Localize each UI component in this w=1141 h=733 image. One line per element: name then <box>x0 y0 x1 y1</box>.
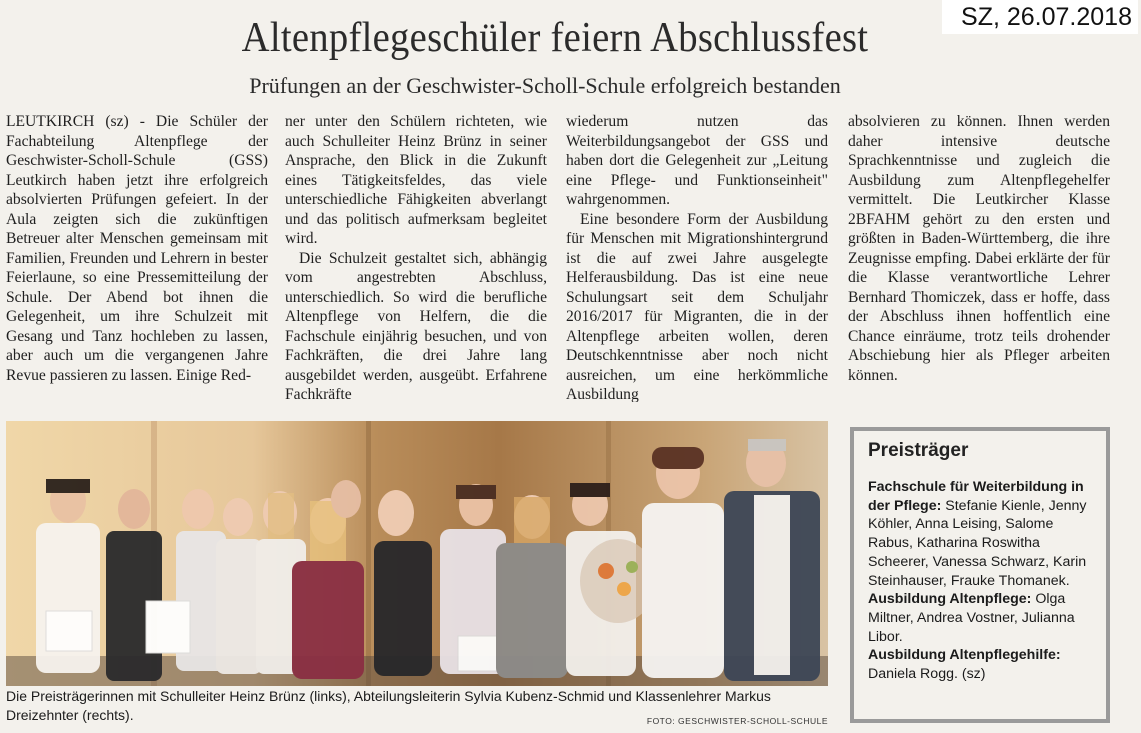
paragraph: absolvieren zu können. Ihnen werden daher intensive deutsche Sprachkenntnisse und zugleich die Ausbildung zum Altenpflegehelfer vermittelt. Die Leutkircher Klasse 2BFAHM gehört zu den ersten und größten in Baden-Württemberg, die ihre Zeugnisse empfing. Dabei erklärte der für die Klasse verantwortliche Lehrer Bernhard Thomiczek, dass er hoffe, dass der Abschluss ihnen hoffentlich eine Chance einräume, trotz teils drohender Abschiebung hier als Pfleger arbeiten können. <box>848 113 1110 384</box>
infobox-section-names: Olga Miltner, Andrea Vostner, Julianna Libor. <box>868 591 1075 645</box>
paragraph: ner unter den Schülern richteten, wie auch Schulleiter Heinz Brünz in seiner Ansprache, den Blick in die Zukunft eines Tätigkeitsfeldes, das viele unterschiedliche Fähigkeiten abverlangt und das politisch aufmerksam begleitet wird. <box>285 113 547 247</box>
photo-caption: Die Preisträgerinnen mit Schulleiter Heinz Brünz (links), Abteilungsleiterin Sylvia Kubenz-Schmid und Klassenlehrer Markus Dreizehnter (rechts). <box>6 688 771 723</box>
group-photo-illustration <box>6 421 828 686</box>
infobox-section-heading: Ausbildung Altenpflegehilfe: <box>868 647 1061 664</box>
infobox-border-right <box>1106 427 1110 723</box>
print-bleed-through-left <box>0 0 180 110</box>
article-column-4 <box>848 112 1110 402</box>
paragraph: LEUTKIRCH (sz) - Die Schüler der Fachabteilung Altenpflege der Geschwister-Scholl-Schule (GSS) Leutkirch haben jetzt ihre erfolgreich absolvierten Prüfungen gefeiert. In der Aula zeigten sich die zukünftigen Betreuer alter Menschen gemeinsam mit Familien, Freunden und Lehrern in bester Feierlaune, so eine Pressemitteilung der Schule. Der Abend bot ihnen die Gelegenheit, um ihre Schulzeit mit Gesang und Tanz hochleben zu lassen, aber auch um die vergangenen Jahre Revue passieren zu lassen. Einige Red- <box>6 113 268 384</box>
infobox-section-heading: Fachschule für Weiterbildung in der Pflege: <box>868 479 1084 514</box>
print-bleed-through-right <box>930 52 1141 112</box>
infobox-section-names: Stefanie Kienle, Jenny Köhler, Anna Leising, Salome Rabus, Katharina Roswitha Scheerer, Vanessa Schwarz, Karin Steinhauser, Frauke Thomanek. <box>868 497 1087 589</box>
paragraph: Die Schulzeit gestaltet sich, abhängig vom angestrebten Abschluss, unterschiedlich. So wird die berufliche Altenpflege von Helfern, die die Fachschule einjährig besuchen, und von Fachkräften, die drei Jahre lang ausgebildet werden, ausgeübt. Erfahrene Fachkräfte <box>285 249 547 402</box>
infobox-section-heading: Ausbildung Altenpflege: <box>868 591 1032 608</box>
infobox-section-names: Daniela Rogg. (sz) <box>868 666 986 683</box>
infobox-border-bottom <box>850 719 1110 723</box>
article-column-3 <box>566 112 828 402</box>
date-stamp: SZ, 26.07.2018 <box>942 0 1138 34</box>
article-column-1 <box>6 112 268 402</box>
paragraph: wiederum nutzen das Weiterbildungsangebot der GSS und haben dort die Gelegenheit zur „Leitung eine Pflege- und Funktionseinheit" wahrgenommen. <box>566 113 828 208</box>
infobox-body <box>868 478 1100 684</box>
infobox-border-top <box>850 427 1110 431</box>
group-photo <box>6 421 828 686</box>
article-column-2 <box>285 112 547 402</box>
photo-credit: FOTO: GESCHWISTER-SCHOLL-SCHULE <box>646 716 828 726</box>
infobox-border-left <box>850 427 854 723</box>
paragraph: Eine besondere Form der Ausbildung für Menschen mit Migrationshintergrund ist die auf zwei Jahre ausgelegte Helferausbildung. Das ist eine neue Schulungsart seit dem Schuljahr 2016/2017 für Migranten, die in der Altenpflege arbeiten wollen, deren Deutschkenntnisse aber noch nicht ausreichen, um eine herkömmliche Ausbildung <box>566 210 828 402</box>
subheadline: Prüfungen an der Geschwister-Scholl-Schule erfolgreich bestanden <box>249 73 841 98</box>
infobox-title: Preisträger <box>868 440 969 461</box>
headline: Altenpflegeschüler feiern Abschlussfest <box>241 15 869 61</box>
